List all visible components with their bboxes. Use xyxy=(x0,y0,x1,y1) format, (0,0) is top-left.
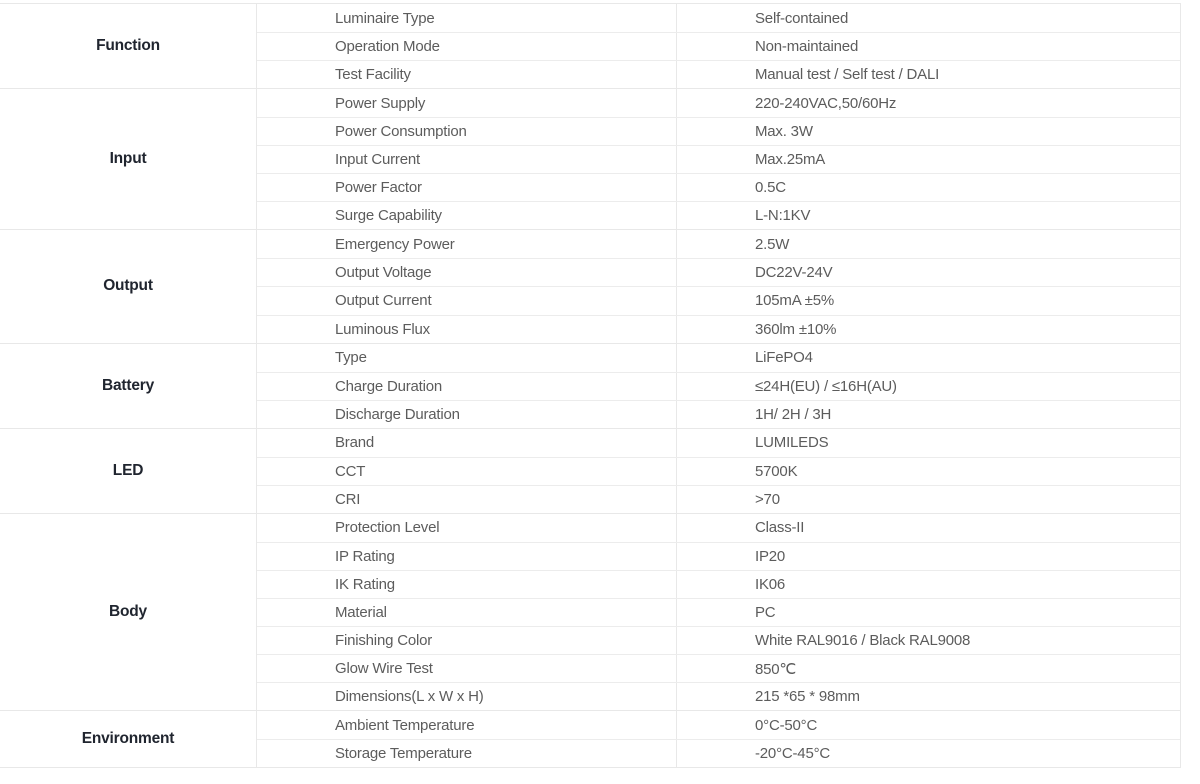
table-row xyxy=(257,626,1180,654)
spec-group-environment xyxy=(0,710,1180,767)
table-row xyxy=(257,654,1180,682)
table-row xyxy=(257,682,1180,710)
spec-value: 360lm ±10% xyxy=(755,320,837,338)
table-row xyxy=(257,514,1180,542)
table-row xyxy=(257,258,1180,286)
table-row xyxy=(257,60,1180,88)
spec-value: 0.5C xyxy=(755,179,786,197)
spec-property: Power Factor xyxy=(257,174,677,201)
spec-property: Output Voltage xyxy=(257,259,677,286)
spec-group-function xyxy=(0,4,1180,88)
spec-value: DC22V-24V xyxy=(755,264,833,282)
category-cell-environment: Environment xyxy=(0,711,257,767)
spec-value: Manual test / Self test / DALI xyxy=(755,66,940,84)
spec-property: Type xyxy=(257,344,677,372)
spec-property: Glow Wire Test xyxy=(257,655,677,682)
category-cell-output: Output xyxy=(0,230,257,342)
spec-value: IP20 xyxy=(755,547,786,565)
spec-property: IK Rating xyxy=(257,571,677,598)
table-row xyxy=(257,230,1180,258)
table-row xyxy=(257,400,1180,428)
spec-property: CCT xyxy=(257,458,677,485)
spec-property: Test Facility xyxy=(257,61,677,88)
table-row xyxy=(257,4,1180,32)
spec-property: Surge Capability xyxy=(257,202,677,229)
table-row xyxy=(257,201,1180,229)
spec-property: Emergency Power xyxy=(257,230,677,258)
spec-value: Max. 3W xyxy=(755,123,813,141)
table-row xyxy=(257,542,1180,570)
spec-value: LiFePO4 xyxy=(755,349,813,367)
table-row xyxy=(257,32,1180,60)
table-row xyxy=(257,570,1180,598)
spec-value: Non-maintained xyxy=(755,38,859,56)
spec-property: Ambient Temperature xyxy=(257,711,677,739)
spec-rows xyxy=(257,711,1180,767)
table-row xyxy=(257,711,1180,739)
table-row xyxy=(257,286,1180,314)
spec-value: 215 *65 * 98mm xyxy=(755,688,860,706)
spec-property: Luminaire Type xyxy=(257,4,677,32)
spec-group-input xyxy=(0,88,1180,229)
spec-rows xyxy=(257,230,1180,342)
spec-group-body xyxy=(0,513,1180,710)
spec-value: 1H/ 2H / 3H xyxy=(755,405,832,423)
spec-property: Input Current xyxy=(257,146,677,173)
table-row xyxy=(257,117,1180,145)
table-row xyxy=(257,173,1180,201)
spec-value: 0°C-50°C xyxy=(755,716,818,734)
spec-property: Discharge Duration xyxy=(257,401,677,428)
spec-property: Storage Temperature xyxy=(257,740,677,767)
table-row xyxy=(257,485,1180,513)
spec-group-battery xyxy=(0,343,1180,428)
spec-value: IK06 xyxy=(755,575,786,593)
spec-value: 5700K xyxy=(755,462,798,480)
spec-property: Output Current xyxy=(257,287,677,314)
spec-property: Luminous Flux xyxy=(257,316,677,343)
spec-rows xyxy=(257,514,1180,710)
spec-property: Charge Duration xyxy=(257,373,677,400)
category-cell-function: Function xyxy=(0,4,257,88)
spec-rows xyxy=(257,89,1180,229)
specification-table xyxy=(0,3,1181,768)
table-row xyxy=(257,372,1180,400)
category-cell-body: Body xyxy=(0,514,257,710)
spec-property: Finishing Color xyxy=(257,627,677,654)
spec-value: -20°C-45°C xyxy=(755,745,831,763)
spec-value: PC xyxy=(755,604,776,621)
spec-value: L-N:1KV xyxy=(755,207,811,225)
spec-value: White RAL9016 / Black RAL9008 xyxy=(755,632,971,650)
table-row xyxy=(257,344,1180,372)
spec-value: 2.5W xyxy=(755,235,790,253)
spec-property: Brand xyxy=(257,429,677,457)
table-row xyxy=(257,315,1180,343)
spec-property: Power Supply xyxy=(257,89,677,117)
spec-rows xyxy=(257,344,1180,428)
category-cell-input: Input xyxy=(0,89,257,229)
spec-property: Dimensions(L x W x H) xyxy=(257,683,677,710)
table-row xyxy=(257,145,1180,173)
spec-property: Power Consumption xyxy=(257,118,677,145)
spec-value: ≤24H(EU) / ≤16H(AU) xyxy=(755,377,897,395)
table-row xyxy=(257,457,1180,485)
spec-value: Max.25mA xyxy=(755,151,826,169)
spec-property: IP Rating xyxy=(257,543,677,570)
spec-value: 105mA ±5% xyxy=(755,292,834,310)
spec-group-led xyxy=(0,428,1180,513)
spec-group-output xyxy=(0,229,1180,342)
spec-value: LUMILEDS xyxy=(755,434,829,452)
spec-property: Protection Level xyxy=(257,514,677,542)
spec-value: Class-II xyxy=(755,519,805,537)
table-row xyxy=(257,598,1180,626)
spec-value: >70 xyxy=(755,490,780,508)
table-row xyxy=(257,739,1180,767)
spec-property: Operation Mode xyxy=(257,33,677,60)
category-cell-battery: Battery xyxy=(0,344,257,428)
spec-value: 850℃ xyxy=(755,660,797,678)
category-cell-led: LED xyxy=(0,429,257,513)
spec-rows xyxy=(257,429,1180,513)
spec-value: 220-240VAC,50/60Hz xyxy=(755,94,897,112)
spec-value: Self-contained xyxy=(755,9,849,27)
table-row xyxy=(257,89,1180,117)
spec-property: Material xyxy=(257,599,677,626)
table-row xyxy=(257,429,1180,457)
spec-rows xyxy=(257,4,1180,88)
spec-property: CRI xyxy=(257,486,677,513)
